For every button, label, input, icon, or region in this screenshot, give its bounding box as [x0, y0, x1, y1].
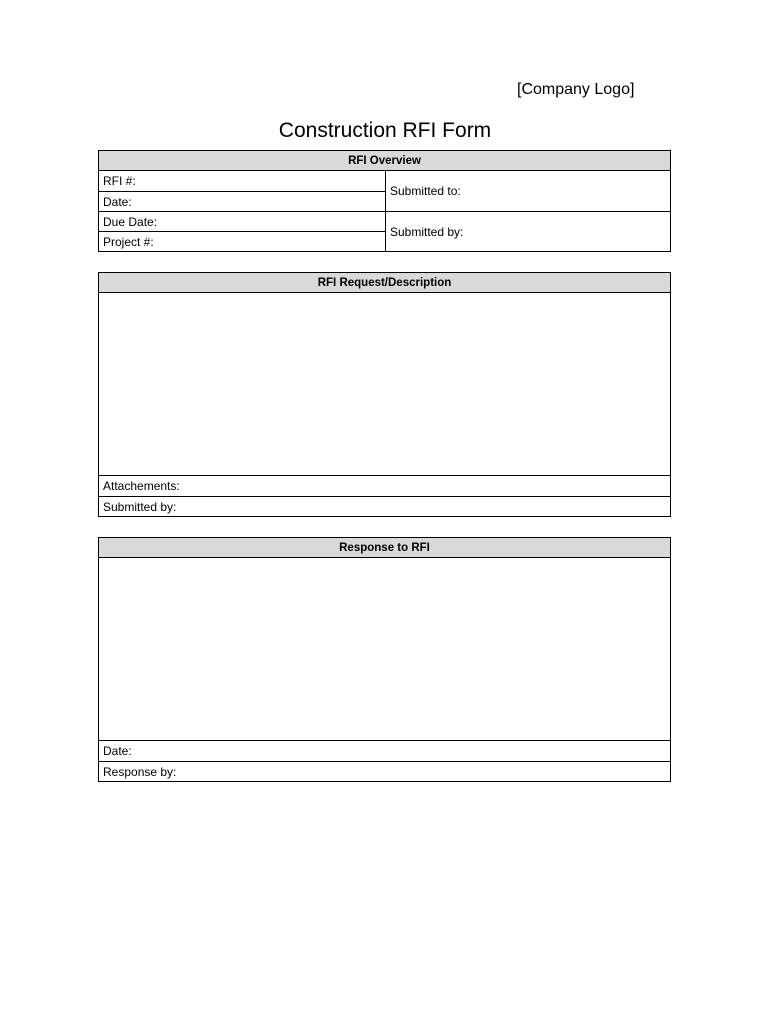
rfi-request-section: [98, 272, 671, 517]
project-number-field[interactable]: Project #:: [99, 231, 385, 251]
rfi-request-heading: RFI Request/Description: [99, 273, 670, 293]
rfi-response-section: [98, 537, 671, 782]
submitted-by-field[interactable]: Submitted by:: [386, 211, 670, 251]
rfi-overview-left-column: [99, 171, 386, 251]
rfi-overview-heading: RFI Overview: [99, 151, 670, 171]
page-title: Construction RFI Form: [278, 119, 492, 142]
rfi-overview-body: [99, 171, 670, 251]
rfi-number-field[interactable]: RFI #:: [103, 174, 136, 188]
rfi-description-area[interactable]: [99, 293, 670, 476]
attachments-field[interactable]: Attachements:: [103, 479, 180, 493]
due-date-field[interactable]: Due Date:: [99, 211, 385, 231]
rfi-response-heading: Response to RFI: [99, 538, 670, 558]
response-by-field[interactable]: Response by:: [99, 761, 670, 781]
request-submitted-by-field[interactable]: Submitted by:: [99, 496, 670, 516]
company-logo-placeholder: [Company Logo]: [517, 81, 635, 98]
response-date-field[interactable]: Date:: [103, 744, 132, 758]
rfi-response-area[interactable]: [99, 558, 670, 741]
rfi-overview-right-column: [386, 171, 670, 251]
date-field[interactable]: Date:: [99, 191, 385, 211]
submitted-to-field[interactable]: Submitted to:: [390, 184, 461, 198]
rfi-overview-section: [98, 150, 671, 252]
